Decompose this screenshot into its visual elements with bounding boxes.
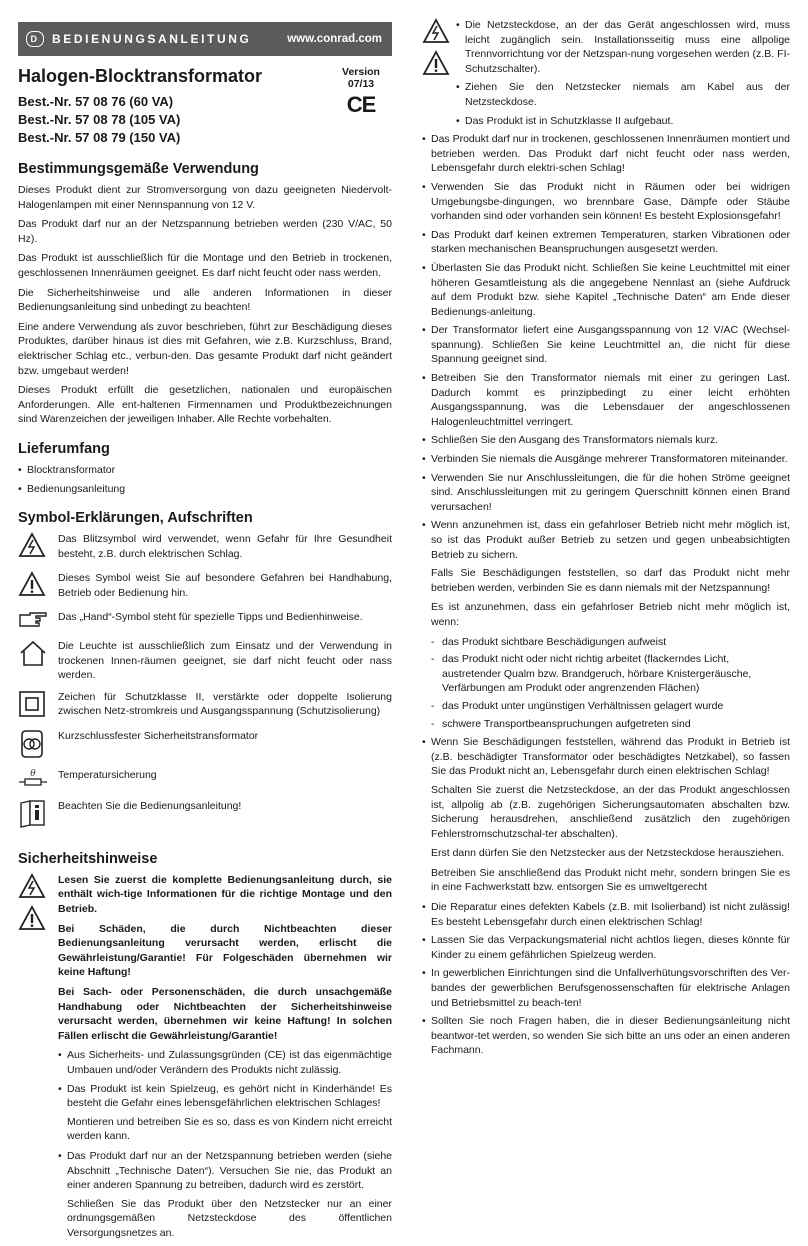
right-icons [422, 18, 456, 132]
list-item: • Verwenden Sie nur Anschlussleitungen, die für die hohen Ströme geeignet sind. Anschlussleitungen mit zu geringem Querschnitt können einen Brand verursachen! [422, 471, 790, 513]
list-item: • Wenn anzunehmen ist, dass ein gefahrloser Betrieb nicht mehr möglich ist, so ist das Produkt außer Betrieb zu setzen und gegen unbeabsichtigten Betrieb zu sichern. [422, 519, 790, 561]
section-heading-delivery: Lieferumfang [18, 440, 110, 457]
version-block [330, 66, 392, 147]
list-item: • In gewerblichen Einrichtungen sind die Unfallverhütungsvorschriften des Ver-bandes der gewerblichen Berufsgenossenschaften für elektrische Anlagen und Betriebsmittel zu beach-ten! [422, 967, 790, 1009]
svg-text:θ: θ [30, 768, 36, 779]
list-item: • Verbinden Sie niemals die Ausgänge mehrerer Transformatoren miteinander. [422, 453, 788, 466]
thermal-fuse-icon [18, 768, 58, 788]
list-item: • Wenn Sie Beschädigungen feststellen, während das Produkt in Betrieb ist (z.B. beschädigter Transformator oder beschädigtes Netzkabel), so fassen Sie das Produkt nicht an, Lebensgefahr durch einen elektrischen Schlag! [422, 736, 790, 778]
protection-class-ii-icon [18, 690, 58, 718]
list-item: • Ziehen Sie den Netzstecker niemals am Kabel aus der Netzsteckdose. [456, 81, 790, 108]
list-item: • Blocktransformator [18, 463, 116, 476]
paragraph: Es ist anzunehmen, dass ein gefahrloser Betrieb nicht mehr möglich ist, wenn: [431, 601, 790, 628]
house-icon [18, 639, 58, 667]
list-item: • Das Produkt darf nur an der Netzspannung betrieben werden (siehe Abschnitt „Technische Daten“). Versuchen Sie nie, das Produkt an einer anderen Spannung zu betreiben, dadurch wird es zerstört. [58, 1149, 392, 1192]
header-title-group [26, 31, 251, 47]
paragraph: Schalten Sie zuerst die Netzsteckdose, an der das Produkt angeschlossen ist, allpolig ab (z.B. zugehörigen Sicherungsautomaten abschalten bzw. Sicherung herausdrehen, anschließend zusätzlich den zugehörigen Fehlerstromschutzschal-ter abschalten). [431, 783, 790, 840]
symbol-row: Die Leuchte ist ausschließlich zum Einsatz und der Verwendung in trockenen Innen-räumen geeignet, sie darf nicht feucht oder nass werden. [18, 639, 392, 683]
list-item: • Betreiben Sie den Transformator niemals mit einer zu geringen Last. Dadurch kommt es prinzipbedingt zu einer leicht erhöhten Ausgangsspannung, was die Lebensdauer der angeschlossenen Halogenleuchtmittel verringert. [422, 372, 790, 428]
paragraph: Das Produkt darf nur an der Netzspannung betrieben werden (230 V/AC, 50 Hz). [18, 218, 392, 245]
list-item: • Die Reparatur eines defekten Kabels (z.B. mit Isolierband) ist nicht zulässig! Es besteht Lebensgefahr durch einen elektrischen Schlag! [422, 901, 790, 928]
lightning-warning-icon [18, 873, 46, 899]
list-item: • Das Produkt ist kein Spielzeug, es gehört nicht in Kinderhände! Es besteht die Gefahr eines lebensgefährlichen elektrischen Schlages! [58, 1082, 392, 1110]
paragraph: Schließen Sie das Produkt über den Netzstecker nur an einer ordnungsgemäßen Netzsteckdose des öffentlichen Versorgungsnetzes an. [67, 1197, 392, 1239]
list-item: • Sollten Sie noch Fragen haben, die in dieser Bedienungsanleitung nicht beantwor-tet werden, so wenden Sie sich bitte an uns oder an einen anderen Fachmann. [422, 1015, 790, 1057]
pointing-hand-icon [18, 610, 58, 628]
order-number: Best.-Nr. 57 08 76 (60 VA) [18, 94, 174, 109]
paragraph: Lesen Sie zuerst die komplette Bedienungsanleitung durch, sie enthält wich-tige Informationen für die richtige Montage und den Betrieb. [58, 873, 392, 916]
list-item: • Bedienungsanleitung [18, 482, 126, 495]
dash-item: - das Produkt nicht oder nicht richtig arbeitet (flackerndes Licht, austretender Qualm bzw. Brandgeruch, hörbare Knistergeräusche, Verfärbungen am Produkt oder angrenzenden Flächen) [431, 653, 752, 695]
symbol-row: Zeichen für Schutzklasse II, verstärkte oder doppelte Isolierung zwischen Netz-stromkreis und Ausgangsspannung (Schutzisolierung) [18, 690, 392, 722]
list-item: • Die Netzsteckdose, an der das Gerät angeschlossen wird, muss leicht zugänglich sein. Installationsseitig muss eine allpolige Trennvorrichtung vor der Netzspan-nung vorgesehen werden (z.B. FI-Schutzschalter). [456, 19, 790, 75]
section-heading-safety: Sicherheitshinweise [18, 850, 158, 867]
section-heading-intended-use: Bestimmungsgemäße Verwendung [18, 161, 259, 177]
dash-item: - das Produkt unter ungünstigen Verhältnissen gelagert wurde [431, 699, 724, 712]
exclamation-warning-icon [422, 50, 450, 76]
list-item: • Schließen Sie den Ausgang des Transformators niemals kurz. [422, 434, 719, 447]
list-item: • Aus Sicherheits- und Zulassungsgründen (CE) ist das eigenmächtige Umbauen und/oder Verändern des Produkts nicht zulässig. [58, 1049, 392, 1076]
paragraph: Dieses Produkt dient zur Stromversorgung von dazu geeigneten Niedervolt-Halogenlampen mit einer Nennspannung von 12 V. [18, 184, 392, 211]
safety-transformer-icon [18, 729, 58, 759]
symbol-row: Das „Hand“-Symbol steht für spezielle Tipps und Bedienhinweise. [18, 610, 392, 632]
page-title: Halogen-Blocktransformator [18, 66, 263, 86]
symbol-row: θ Temperatursicherung [18, 768, 392, 792]
section-heading-symbols: Symbol-Erklärungen, Aufschriften [18, 510, 253, 527]
symbol-row: Dieses Symbol weist Sie auf besondere Gefahren bei Handhabung, Betrieb oder Bedienung hin. [18, 571, 392, 603]
right-column [422, 18, 790, 1062]
read-manual-icon [18, 799, 58, 829]
paragraph: Montieren und betreiben Sie es so, dass es von Kindern nicht erreicht werden kann. [67, 1115, 392, 1143]
header-bar [18, 22, 392, 56]
symbol-row: Das Blitzsymbol wird verwendet, wenn Gefahr für Ihre Gesundheit besteht, z.B. durch elektrischen Schlag. [18, 532, 392, 564]
list-item: • Das Produkt ist in Schutzklasse II aufgebaut. [456, 114, 674, 127]
paragraph: Das Produkt ist ausschließlich für die Montage und den Betrieb in trockenen, geschlossenen Innenräumen geeignet. Es darf nicht feucht oder nass werden. [18, 252, 392, 279]
list-item: • Der Transformator liefert eine Ausgangsspannung von 12 V/AC (Wechsel-spannung). Schließen Sie keine Leuchtmittel an, die nicht für diese Spannung geeignet sind. [422, 324, 790, 366]
ce-mark-icon: CE [346, 92, 376, 117]
exclamation-warning-icon [18, 905, 46, 931]
language-badge: D [26, 31, 44, 47]
paragraph: Bei Sach- oder Personenschäden, die durch unsachgemäße Handhabung oder Nichtbeachten der Sicherheitshinweise verursacht werden, übernehmen wir keine Haftung! In solchen Fällen erlischt die Gewährleistung/Garantie! [58, 986, 392, 1042]
header-title: BEDIENUNGSANLEITUNG [52, 32, 252, 46]
paragraph: Eine andere Verwendung als zuvor beschrieben, führt zur Beschädigung dieses Produktes, darüber hinaus ist dies mit Gefahren, wie z.B. Kurzschluss, Brand, elektrischer Schlag etc., verbun-den. Das gesamte Produkt darf nicht geändert bzw. umgebaut werden! [18, 320, 392, 377]
paragraph: Bei Schäden, die durch Nichtbeachten dieser Bedienungsanleitung verursacht werden, erlischt die Gewährleistung/Garantie! Für Folgeschäden übernehmen wir keine Haftung! [58, 922, 392, 979]
order-number: Best.-Nr. 57 08 79 (150 VA) [18, 130, 181, 145]
safety-icons [18, 873, 58, 1246]
symbol-row: Beachten Sie die Bedienungsanleitung! [18, 799, 392, 831]
dash-item: - das Produkt sichtbare Beschädigungen aufweist [431, 635, 667, 648]
exclamation-warning-icon [18, 571, 58, 597]
title-row [18, 66, 392, 147]
lightning-warning-icon [18, 532, 58, 558]
list-item: • Überlasten Sie das Produkt nicht. Schließen Sie keine Leuchtmittel mit einer höheren Gesamtleistung als die angegebene Nennlast an (siehe Aufdruck auf dem Produkt bzw. siehe Kapitel „Technische Daten“ am Ende dieser Bedienungs-anleitung. [422, 261, 790, 318]
version-label: Version 07/13 [342, 66, 380, 90]
dash-item: - schwere Transportbeanspruchungen aufgetreten sind [431, 717, 691, 730]
symbol-row: Kurzschlussfester Sicherheitstransformator [18, 729, 392, 761]
lightning-warning-icon [422, 18, 450, 44]
paragraph: Betreiben Sie anschließend das Produkt nicht mehr, sondern bringen Sie es in eine Fachwerkstatt bzw. entsorgen Sie es umweltgerecht [431, 866, 790, 894]
right-content [456, 18, 790, 132]
list-item: • Verwenden Sie das Produkt nicht in Räumen oder bei widrigen Umgebungsbe-dingungen, wo brennbare Gase, Dämpfe oder Stäube vorhanden sind oder vorhanden sein können! Es besteht Explosionsgefahr! [422, 180, 790, 223]
list-item: • Das Produkt darf keinen extremen Temperaturen, starken Vibrationen oder starken mechanischen Beanspruchungen ausgesetzt werden. [422, 228, 790, 256]
header-url: www.conrad.com [287, 33, 382, 45]
paragraph: Die Sicherheitshinweise und alle anderen Informationen in dieser Bedienungsanleitung sind unbedingt zu beachten! [18, 286, 392, 314]
paragraph: Falls Sie Beschädigungen feststellen, so darf das Produkt nicht mehr betrieben werden, verbinden Sie es dann niemals mit der Netzspannung! [431, 567, 790, 594]
paragraph: Erst dann dürfen Sie den Netzstecker aus der Netzsteckdose herausziehen. [431, 847, 785, 860]
safety-block [18, 873, 392, 1246]
list-item: • Lassen Sie das Verpackungsmaterial nicht achtlos liegen, dieses könnte für Kinder zu einem gefährlichen Spielzeug werden. [422, 934, 790, 961]
order-number: Best.-Nr. 57 08 78 (105 VA) [18, 112, 181, 127]
paragraph: Dieses Produkt erfüllt die gesetzlichen, nationalen und europäischen Anforderungen. Alle ent-haltenen Firmennamen und Produktbezeichnungen sind Warenzeichen der jeweiligen Inhaber. Alle Rechte vorbehalten. [18, 384, 392, 426]
right-top-block [422, 18, 790, 132]
list-item: • Das Produkt darf nur in trockenen, geschlossenen Innenräumen montiert und betrieben werden. Das Produkt darf nicht feucht oder nass werden, Lebensgefahr durch elektri-schen Schlag! [422, 133, 790, 175]
safety-content [58, 873, 392, 1246]
left-column [18, 22, 392, 1246]
